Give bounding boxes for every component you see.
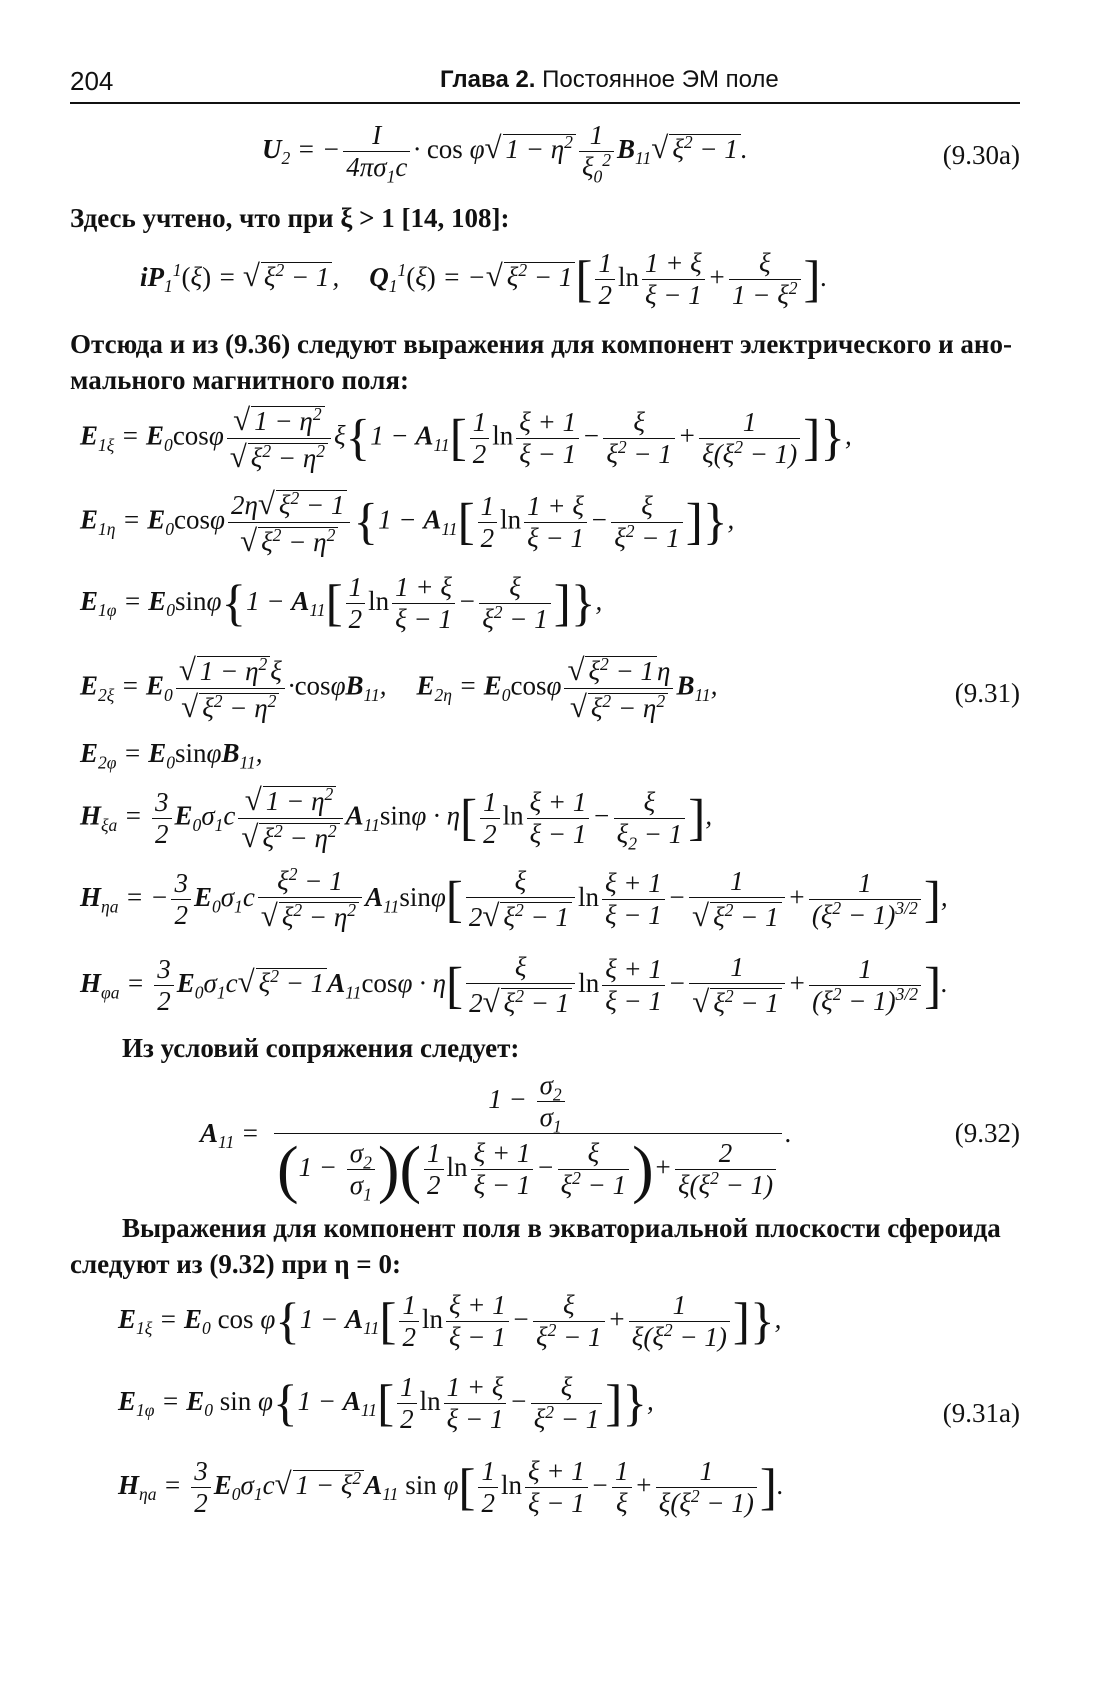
equation-e1-phi: $E_{1\varphi} = E_0\sin\varphi\{1 - A_{11}$[ $\frac{1}{2}$ ln $\frac{1 + \xi}{\xi - 1}$ − $\frac{\xi}{\xi^2 - 1}$ ]},: [80, 572, 603, 635]
chapter-title: Постоянное ЭМ поле: [542, 66, 779, 93]
equation-h-eta-a: $H_{\eta a}$ = − $\frac{3}{2}$ $E_0\sigma_1c$ $\frac{\xi^2 - 1}{√ \xi^2 - \eta^2}$ $A_{11}\sin\varphi$[ $\frac{\xi}{2√ \xi^2 - 1}$ ln $\frac{\xi + 1}{\xi - 1}$ − $\frac{1}{√ \xi^2 - 1}$ + $\frac{1}{(\xi^2 - 1)^{3/2}}$ ],: [80, 864, 948, 934]
equation-e1-xi: $E_{1\xi} = E_0\cos\varphi$ $\frac{√ 1 - \eta^2}{√ \xi^2 - \eta^2}$ $\xi\{1 - A_{11}$[ $\frac{1}{2}$ ln $\frac{\xi + 1}{\xi - 1}$ − $\frac{\xi}{\xi^2 - 1}$ + $\frac{1}{\xi(\xi^2 - 1)}$ ]},: [80, 402, 852, 474]
equation-h-eta-a-equatorial: $H_{\eta a}$ = $\frac{3}{2}$ $E_0\sigma_1c√$ $1 - \xi^2$ $A_{11}$ sin φ[ $\frac{1}{2}$ ln $\frac{\xi + 1}{\xi - 1}$ − $\frac{1}{\xi}$ + $\frac{1}{\xi(\xi^2 - 1)}$ ].: [118, 1456, 784, 1519]
equation-a11: $A_{11}$ = 1 − $\frac{\sigma_2}{\sigma_1}$ (1 − $\frac{\sigma_2}{\sigma_1}$ )( $\frac{1}{2}$ ln $\frac{\xi + 1}{\xi - 1}$ − $\frac{\xi}{\xi^2 - 1}$ )+ $\frac{2}{\xi(\xi^2 - 1)}$ .: [200, 1070, 792, 1206]
equation-h-xi-a: $H_{\xi a}$ = $\frac{3}{2}$ $E_0\sigma_1c$ $\frac{√ 1 - \eta^2}{√ \xi^2 - \eta^2}$ $A_{11}\sin\varphi \cdot \eta$[ $\frac{1}{2}$ ln $\frac{\xi + 1}{\xi - 1}$ − $\frac{\xi}{\xi_2 - 1}$ ],: [80, 782, 713, 854]
equation-e1-xi-equatorial: $E_{1\xi} = E_0$ $\cos \varphi\{1 - A_{11}$[ $\frac{1}{2}$ ln $\frac{\xi + 1}{\xi - 1}$ − $\frac{\xi}{\xi^2 - 1}$ + $\frac{1}{\xi(\xi^2 - 1)}$ ]},: [118, 1290, 782, 1353]
page-number: 204: [70, 66, 114, 96]
equation-e1-phi-equatorial: $E_{1\varphi} = E_0$ $\sin \varphi\{1 - A_{11}$[ $\frac{1}{2}$ ln $\frac{1 + \xi}{\xi - 1}$ − $\frac{\xi}{\xi^2 - 1}$ ]},: [118, 1372, 654, 1435]
page-header: [70, 62, 1020, 102]
paragraph-line: следуют из (9.32) при η = 0:: [70, 1249, 401, 1279]
equation-e2-xi-eta: $E_{2\xi} = E_0$ $\frac{√ 1 - \eta^2 \xi}{√ \xi^2 - \eta^2}$ ·cosφB$_{11}$, $E_{2\eta} = E_0\cos\varphi$ $\frac{√ \xi^2 - 1 \eta}{√ \xi^2 - \eta^2}$ $B_{11}$,: [80, 652, 718, 724]
paragraph: [70, 1210, 1020, 1282]
chapter-label: Глава 2.: [440, 66, 536, 93]
equation-number: (9.32): [954, 1118, 1020, 1148]
equation-u2: $U_2$ = − $\frac{I}{4\pi\sigma_1c}$ · cos φ√ $1 - \eta^2$ $\frac{1}{\xi_0^2}$ $B_{11}√$ $\xi^2 - 1$ .: [262, 120, 748, 187]
paragraph-line: мального магнитного поля:: [70, 365, 409, 395]
equation-e1-eta: $E_{1\eta} = E_0\cos\varphi$ $\frac{2\eta√ \xi^2 - 1}{√ \xi^2 - \eta^2}$ {$1 - A_{11}$[ $\frac{1}{2}$ ln $\frac{1 + \xi}{\xi - 1}$ − $\frac{\xi}{\xi^2 - 1}$ ]},: [80, 486, 735, 558]
equation-h-phi-a: $H_{\varphi a}$ = $\frac{3}{2}$ $E_0\sigma_1c√$ $\xi^2 - 1$ $A_{11}\cos\varphi \cdot \eta$[ $\frac{\xi}{2√ \xi^2 - 1}$ ln $\frac{\xi + 1}{\xi - 1}$ − $\frac{1}{√ \xi^2 - 1}$ + $\frac{1}{(\xi^2 - 1)^{3/2}}$ ].: [80, 952, 948, 1020]
equation-number: (9.31): [954, 678, 1020, 708]
paragraph-line: Отсюда и из (9.36) следуют выражения для компонент электрического и ано-: [70, 329, 1012, 359]
equation-legendre: $iP_1^1(\xi)$ = √ $\xi^2 - 1$ , $Q_1^1(\xi)$ = −√ $\xi^2 - 1$[ $\frac{1}{2}$ ln $\frac{1 + \xi}{\xi - 1}$ + $\frac{\xi}{1 - \xi^2}$ ].: [140, 248, 828, 311]
equation-e2-phi: $E_{2\varphi} = E_0\sin\varphi B_{11}$,: [80, 738, 263, 773]
header-rule: [70, 102, 1020, 104]
equation-number: (9.30a): [942, 140, 1020, 170]
paragraph: [70, 326, 1020, 398]
running-title: [440, 66, 779, 94]
paragraph-line: Выражения для компонент поля в экваториальной плоскости сфероида: [122, 1213, 1001, 1243]
paragraph: Здесь учтено, что при ξ > 1 [14, 108]:: [70, 203, 510, 233]
paragraph: Из условий сопряжения следует:: [122, 1033, 520, 1063]
equation-number: (9.31a): [942, 1398, 1020, 1428]
